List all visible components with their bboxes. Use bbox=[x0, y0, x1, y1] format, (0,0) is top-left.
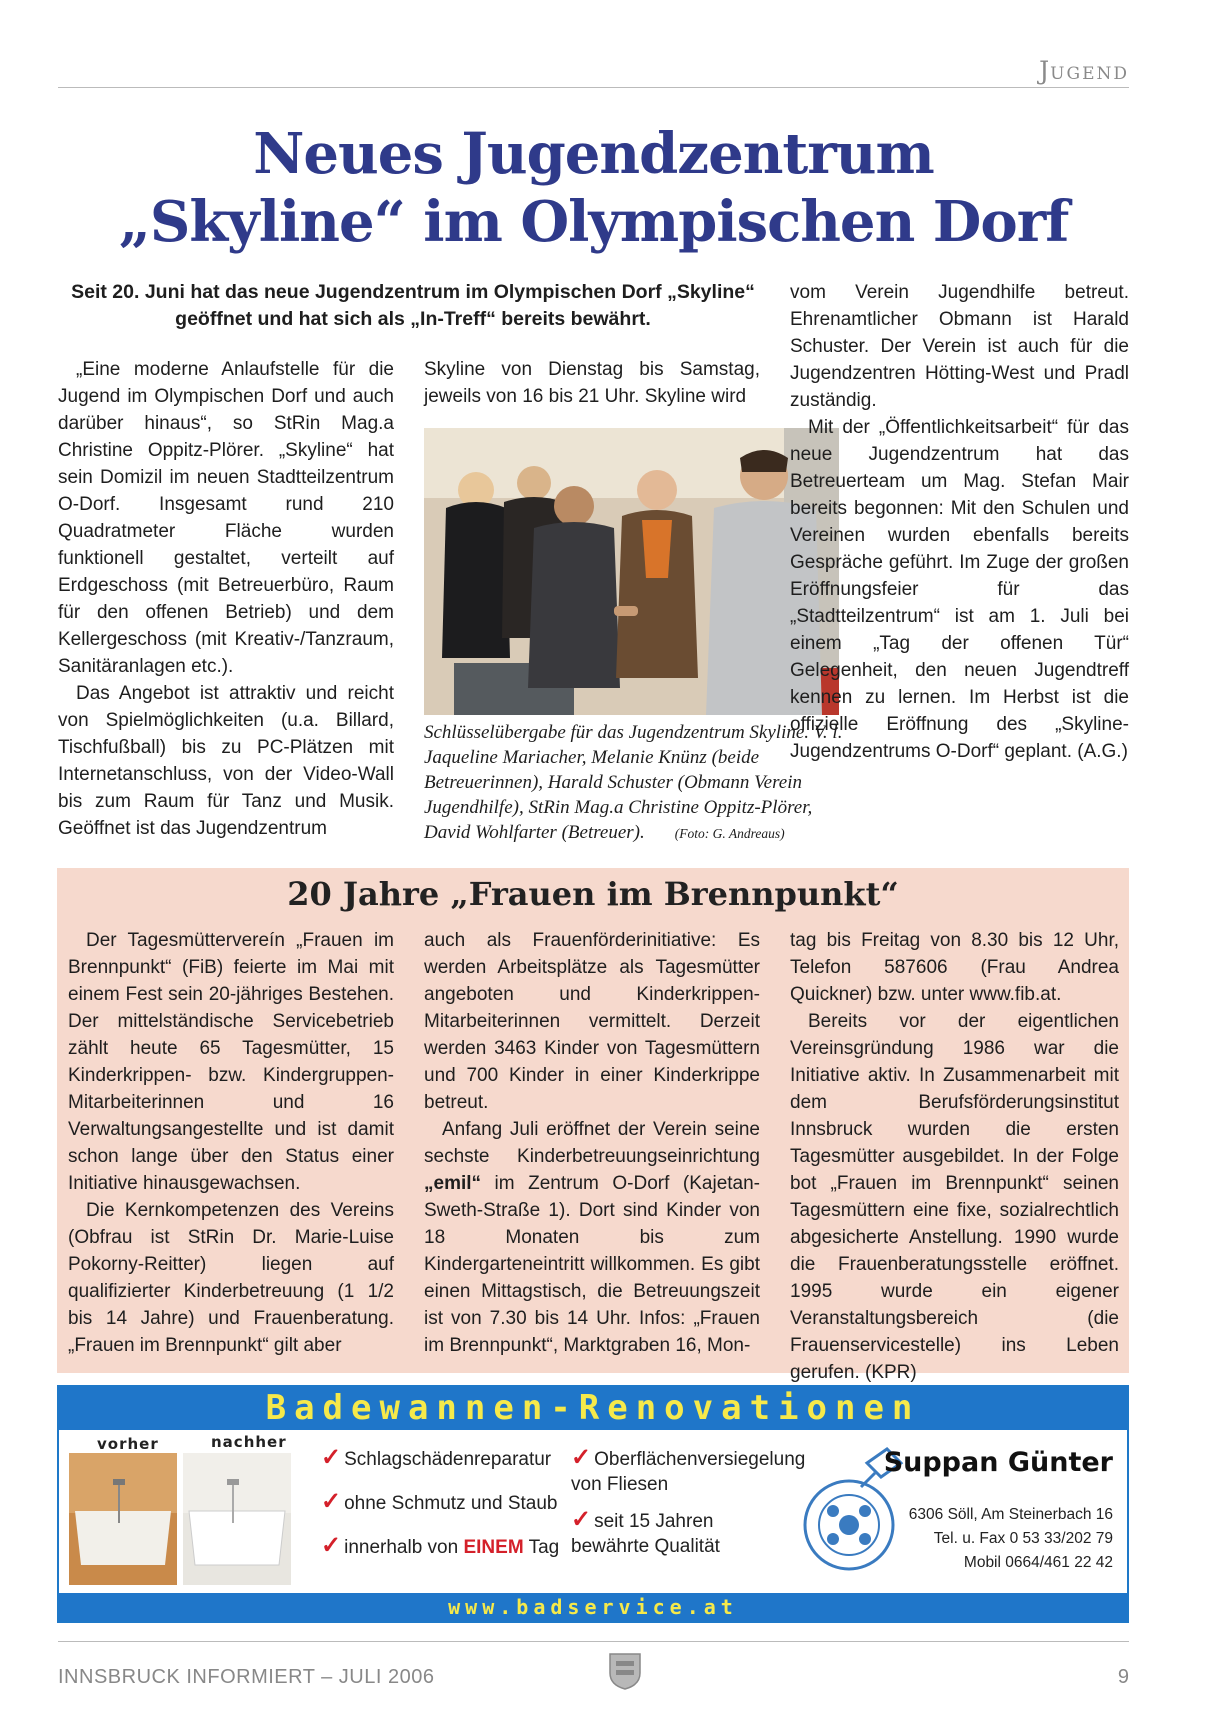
ad-banner: Badewannen-Renovationen bbox=[59, 1387, 1127, 1430]
ad-feature-text: innerhalb von bbox=[344, 1537, 464, 1558]
ad-feature-item bbox=[321, 1445, 551, 1472]
ad-feature-item bbox=[571, 1444, 806, 1497]
box-paragraph: Bereits vor der eigentlichen Vereinsgründung 1986 war die Initiative aktiv. In Zusammenarbeit mit dem Berufsförderungsinstitut Innsbruck wurden die ersten Tagesmütter ausgebildet. In der Folge bot „Frauen im Brennpunkt“ seinen Tagesmüttern eine fixe, sozialrechtlich abgesicherte Anstellung. 1990 wurde die Frauenberatungsstelle eröffnet. 1995 wurde ein eigener Veranstaltungsbereich (die Frauenservicestelle) ins Leben gerufen. (KPR) bbox=[790, 1011, 1119, 1383]
bottom-divider bbox=[58, 1641, 1129, 1642]
ad-feature-text: Schlagschädenreparatur bbox=[344, 1449, 552, 1470]
ad-contact bbox=[909, 1503, 1113, 1575]
ad-feature-emphasis: EINEM bbox=[463, 1537, 524, 1558]
box-paragraph bbox=[424, 1116, 760, 1359]
section-label-rest: UGEND bbox=[1050, 64, 1129, 84]
box-column-2 bbox=[424, 927, 760, 1359]
article-lead: Seit 20. Juni hat das neue Jugendzentrum im Olympischen Dorf „Skyline“ geöffnet und hat sich als „In-Treff“ bereits bewährt. bbox=[71, 281, 755, 330]
section-label bbox=[1039, 56, 1129, 85]
ad-address: 6306 Söll, Am Steinerbach 16 bbox=[908, 1506, 1113, 1523]
ad-company-name: Suppan Günter bbox=[883, 1447, 1113, 1478]
check-icon: ✓ bbox=[321, 1488, 342, 1515]
box-column-3 bbox=[790, 927, 1119, 1386]
ad-before-label: vorher bbox=[97, 1435, 159, 1453]
article-paragraph: Skyline von Dienstag bis Samstag, jeweils von 16 bis 21 Uhr. Skyline wird bbox=[424, 359, 760, 407]
ad-feature-item bbox=[571, 1507, 786, 1559]
section-label-initial: J bbox=[1039, 56, 1051, 85]
article-paragraph: vom Verein Jugendhilfe betreut. Ehrenamtlicher Obmann ist Harald Schuster. Der Verein ist auch für die Jugendzentren Hötting-West und Pradl zuständig. bbox=[790, 282, 1129, 411]
ad-feature-text: Tag bbox=[523, 1537, 560, 1558]
check-icon: ✓ bbox=[321, 1532, 342, 1559]
box-emphasis: „emil“ bbox=[424, 1173, 482, 1194]
ad-feature-item bbox=[321, 1533, 559, 1560]
headline-line-1: Neues Jugendzentrum bbox=[253, 121, 934, 187]
box-paragraph: tag bis Freitag von 8.30 bis 12 Uhr, Telefon 587606 (Frau Andrea Quickner) bzw. unter www.fib.at. bbox=[790, 930, 1119, 1005]
group-photo-illustration bbox=[424, 428, 839, 715]
article-paragraph: Das Angebot ist attraktiv und reicht von Spielmöglichkeiten (u.a. Billard, Tischfußball) bis zu PC-Plätzen mit Internetanschluss, von der Video-Wall bis zum Raum für Tanz und Musik. Geöffnet ist das Jugendzentrum bbox=[58, 683, 394, 839]
caption-text: Schlüsselübergabe für das Jugendzentrum Skyline. V. l. Jaqueline Mariacher, Melanie Knünz (beide Betreuerinnen), Harald Schuster (Obmann Verein Jugendhilfe), StRin Mag.a Christine Oppitz-Plörer, David Wohlfarter (Betreuer). bbox=[424, 722, 843, 843]
after-bathtub-image bbox=[183, 1453, 291, 1585]
publication-name: INNSBRUCK INFORMIERT – JULI 2006 bbox=[58, 1666, 435, 1688]
article-paragraph: Mit der „Öffentlichkeitsarbeit“ für das neue Jugendzentrum hat das Betreuerteam um Mag. Stefan Mair bereits begonnen: Mit den Schulen und Vereinen wurden ebenfalls bereits Gespräche geführt. Im Zuge der großen Eröffnungsfeier für das „Stadtteilzentrum“ ist am 1. Juli bei einem „Tag der offenen Tür“ Gelegenheit, den neuen Jugendtreff kennen zu lernen. Im Herbst ist die offizielle Eröffnung des „Skyline-Jugendzentrums O-Dorf“ geplant. (A.G.) bbox=[790, 417, 1129, 762]
info-box-title: 20 Jahre „Frauen im Brennpunkt“ bbox=[287, 875, 899, 913]
before-bathtub-image bbox=[69, 1453, 177, 1585]
article-paragraph: „Eine moderne Anlaufstelle für die Jugend im Olympischen Dorf und auch darüber hinaus“, so StRin Mag.a Christine Oppitz-Plörer. „Skyline“ hat sein Domizil im neuen Stadtteilzentrum O-Dorf. Insgesamt rund 210 Quadratmeter Fläche wurden funktionell gestaltet, verteilt auf Erdgeschoss (mit Betreuerbüro, Raum für den offenen Betrieb) und dem Kellergeschoss (mit Kreativ-/Tanzraum, Sanitäranlagen etc.). bbox=[58, 359, 394, 677]
box-column-1 bbox=[68, 927, 394, 1359]
advertisement bbox=[57, 1385, 1129, 1623]
photo-caption bbox=[424, 720, 844, 846]
ad-feature-text: ohne Schmutz und Staub bbox=[344, 1493, 558, 1514]
box-paragraph: Die Kernkompetenzen des Vereins (Obfrau ist StRin Dr. Marie-Luise Pokorny-Reitter) liegen auf qualifizierter Kinderbetreuung (1 1/2 bis 14 Jahre) und Frauenberatung. „Frauen im Brennpunkt“ gilt aber bbox=[68, 1200, 394, 1356]
ad-phone: Tel. u. Fax 0 53 33/202 79 bbox=[933, 1530, 1113, 1547]
article-headline bbox=[58, 120, 1129, 256]
headline-line-2: „Skyline“ im Olympischen Dorf bbox=[118, 189, 1069, 255]
ad-mobile: Mobil 0664/461 22 42 bbox=[963, 1554, 1113, 1571]
article-column-1 bbox=[58, 356, 394, 842]
box-text-span: im Zentrum O-Dorf (Kajetan-Sweth-Straße 1). Dort sind Kinder von 18 Monaten bis zum Kindergarteneintritt willkommen. Es gibt einen Mittagstisch, die Betreuungszeit ist von 7.30 bis 14 Uhr. Infos: „Frauen im Brennpunkt“, Marktgraben 16, Mon- bbox=[424, 1173, 760, 1356]
ad-website: www.badservice.at bbox=[59, 1593, 1127, 1621]
city-crest-icon bbox=[607, 1651, 643, 1691]
box-paragraph: Der Tagesmüttervereín „Frauen im Brennpunkt“ (FiB) feierte im Mai mit einem Fest sein 20-jähriges Bestehen. Der mittelständische Servicebetrieb zählt heute 65 Tagesmütter, 15 Kinderkrippen- bzw. Kindergruppen-Mitarbeiterinnen und 16 Verwaltungsangestellte und ist damit schon lange über den Status einer Initiative hinausgewachsen. bbox=[68, 930, 394, 1194]
ad-feature-text: seit 15 Jahren bewährte Qualität bbox=[571, 1511, 720, 1557]
article-column-3 bbox=[790, 279, 1129, 765]
ad-after-label: nachher bbox=[211, 1433, 287, 1451]
ad-feature-text: Oberflächenversiegelung von Fliesen bbox=[571, 1449, 806, 1495]
article-column-2 bbox=[424, 356, 760, 410]
ad-feature-item bbox=[321, 1489, 557, 1516]
box-paragraph: auch als Frauenförderinitiative: Es werden Arbeitsplätze als Tagesmütter angeboten und Kinderkrippen-Mitarbeiterinnen vermittelt. Derzeit werden 3463 Kinder von Tagesmüttern und 700 Kinder in einer Kinderkrippe betreut. bbox=[424, 930, 760, 1113]
box-text-span: Anfang Juli eröffnet der Verein seine sechste Kinderbetreuungseinrichtung bbox=[424, 1119, 760, 1167]
top-divider bbox=[58, 87, 1129, 88]
check-icon: ✓ bbox=[571, 1444, 592, 1471]
article-photo bbox=[424, 428, 839, 715]
check-icon: ✓ bbox=[571, 1506, 592, 1533]
check-icon: ✓ bbox=[321, 1444, 342, 1471]
page-number: 9 bbox=[1117, 1666, 1129, 1688]
photo-credit: (Foto: G. Andreaus) bbox=[674, 826, 785, 841]
